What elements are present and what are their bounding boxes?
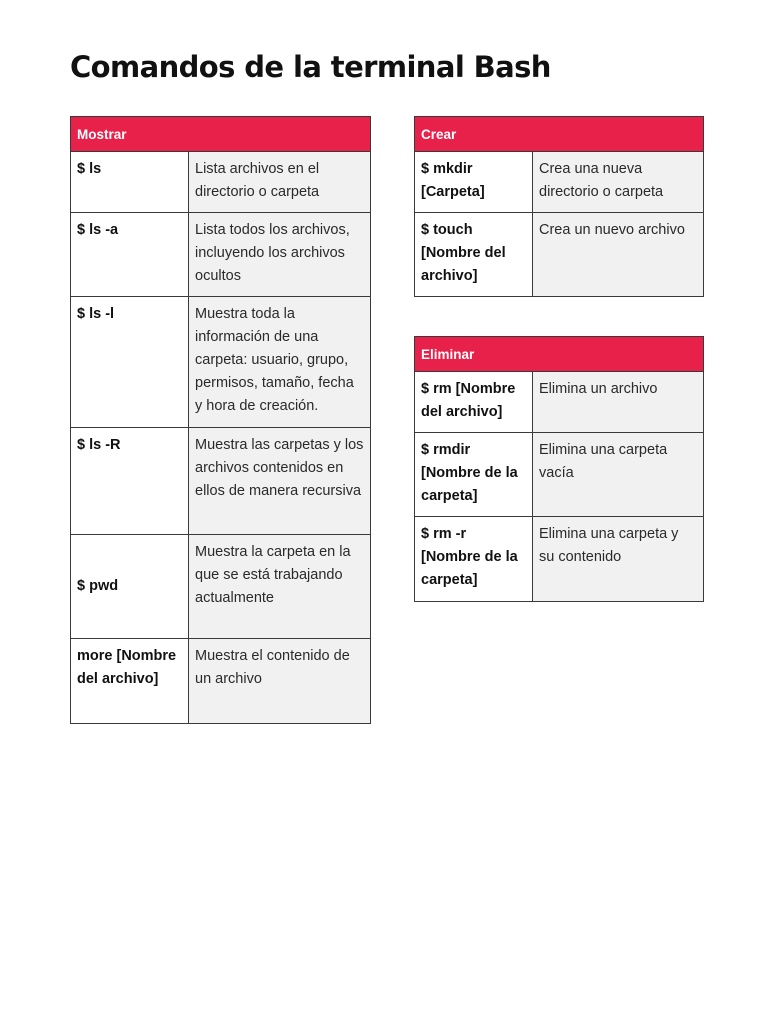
table-header-eliminar: Eliminar (415, 337, 704, 372)
table-header-mostrar: Mostrar (71, 117, 371, 152)
page-title: Comandos de la terminal Bash (70, 50, 551, 84)
command-cell: $ ls (71, 152, 189, 213)
command-cell: $ rm -r [Nombre de la carpeta] (415, 517, 533, 602)
description-cell: Muestra la carpeta en la que se está trabajando actualmente (189, 535, 371, 639)
table-row (71, 428, 371, 535)
crear-table (414, 116, 704, 297)
table-row (415, 372, 704, 433)
command-cell: $ mkdir [Carpeta] (415, 152, 533, 213)
table-row (415, 152, 704, 213)
table-header-crear: Crear (415, 117, 704, 152)
description-cell: Elimina una carpeta y su contenido (533, 517, 704, 602)
command-cell: $ pwd (71, 535, 189, 639)
command-cell: $ ls -a (71, 213, 189, 297)
table-row (71, 152, 371, 213)
description-cell: Crea un nuevo archivo (533, 213, 704, 297)
description-cell: Muestra las carpetas y los archivos contenidos en ellos de manera recursiva (189, 428, 371, 535)
mostrar-table (70, 116, 371, 724)
description-cell: Elimina un archivo (533, 372, 704, 433)
command-cell: $ touch [Nombre del archivo] (415, 213, 533, 297)
description-cell: Elimina una carpeta vacía (533, 433, 704, 517)
command-cell: $ ls -R (71, 428, 189, 535)
table-row (71, 297, 371, 428)
table-row (415, 517, 704, 602)
description-cell: Lista archivos en el directorio o carpeta (189, 152, 371, 213)
description-cell: Muestra toda la información de una carpeta: usuario, grupo, permisos, tamaño, fecha y hora de creación. (189, 297, 371, 428)
description-cell: Muestra el contenido de un archivo (189, 639, 371, 724)
command-cell: $ rm [Nombre del archivo] (415, 372, 533, 433)
description-cell: Lista todos los archivos, incluyendo los archivos ocultos (189, 213, 371, 297)
command-cell: more [Nombre del archivo] (71, 639, 189, 724)
table-row (415, 433, 704, 517)
table-row (415, 213, 704, 297)
table-row (71, 535, 371, 639)
table-row (71, 213, 371, 297)
table-row (71, 639, 371, 724)
eliminar-table (414, 336, 704, 602)
description-cell: Crea una nueva directorio o carpeta (533, 152, 704, 213)
command-cell: $ ls -l (71, 297, 189, 428)
command-cell: $ rmdir [Nombre de la carpeta] (415, 433, 533, 517)
